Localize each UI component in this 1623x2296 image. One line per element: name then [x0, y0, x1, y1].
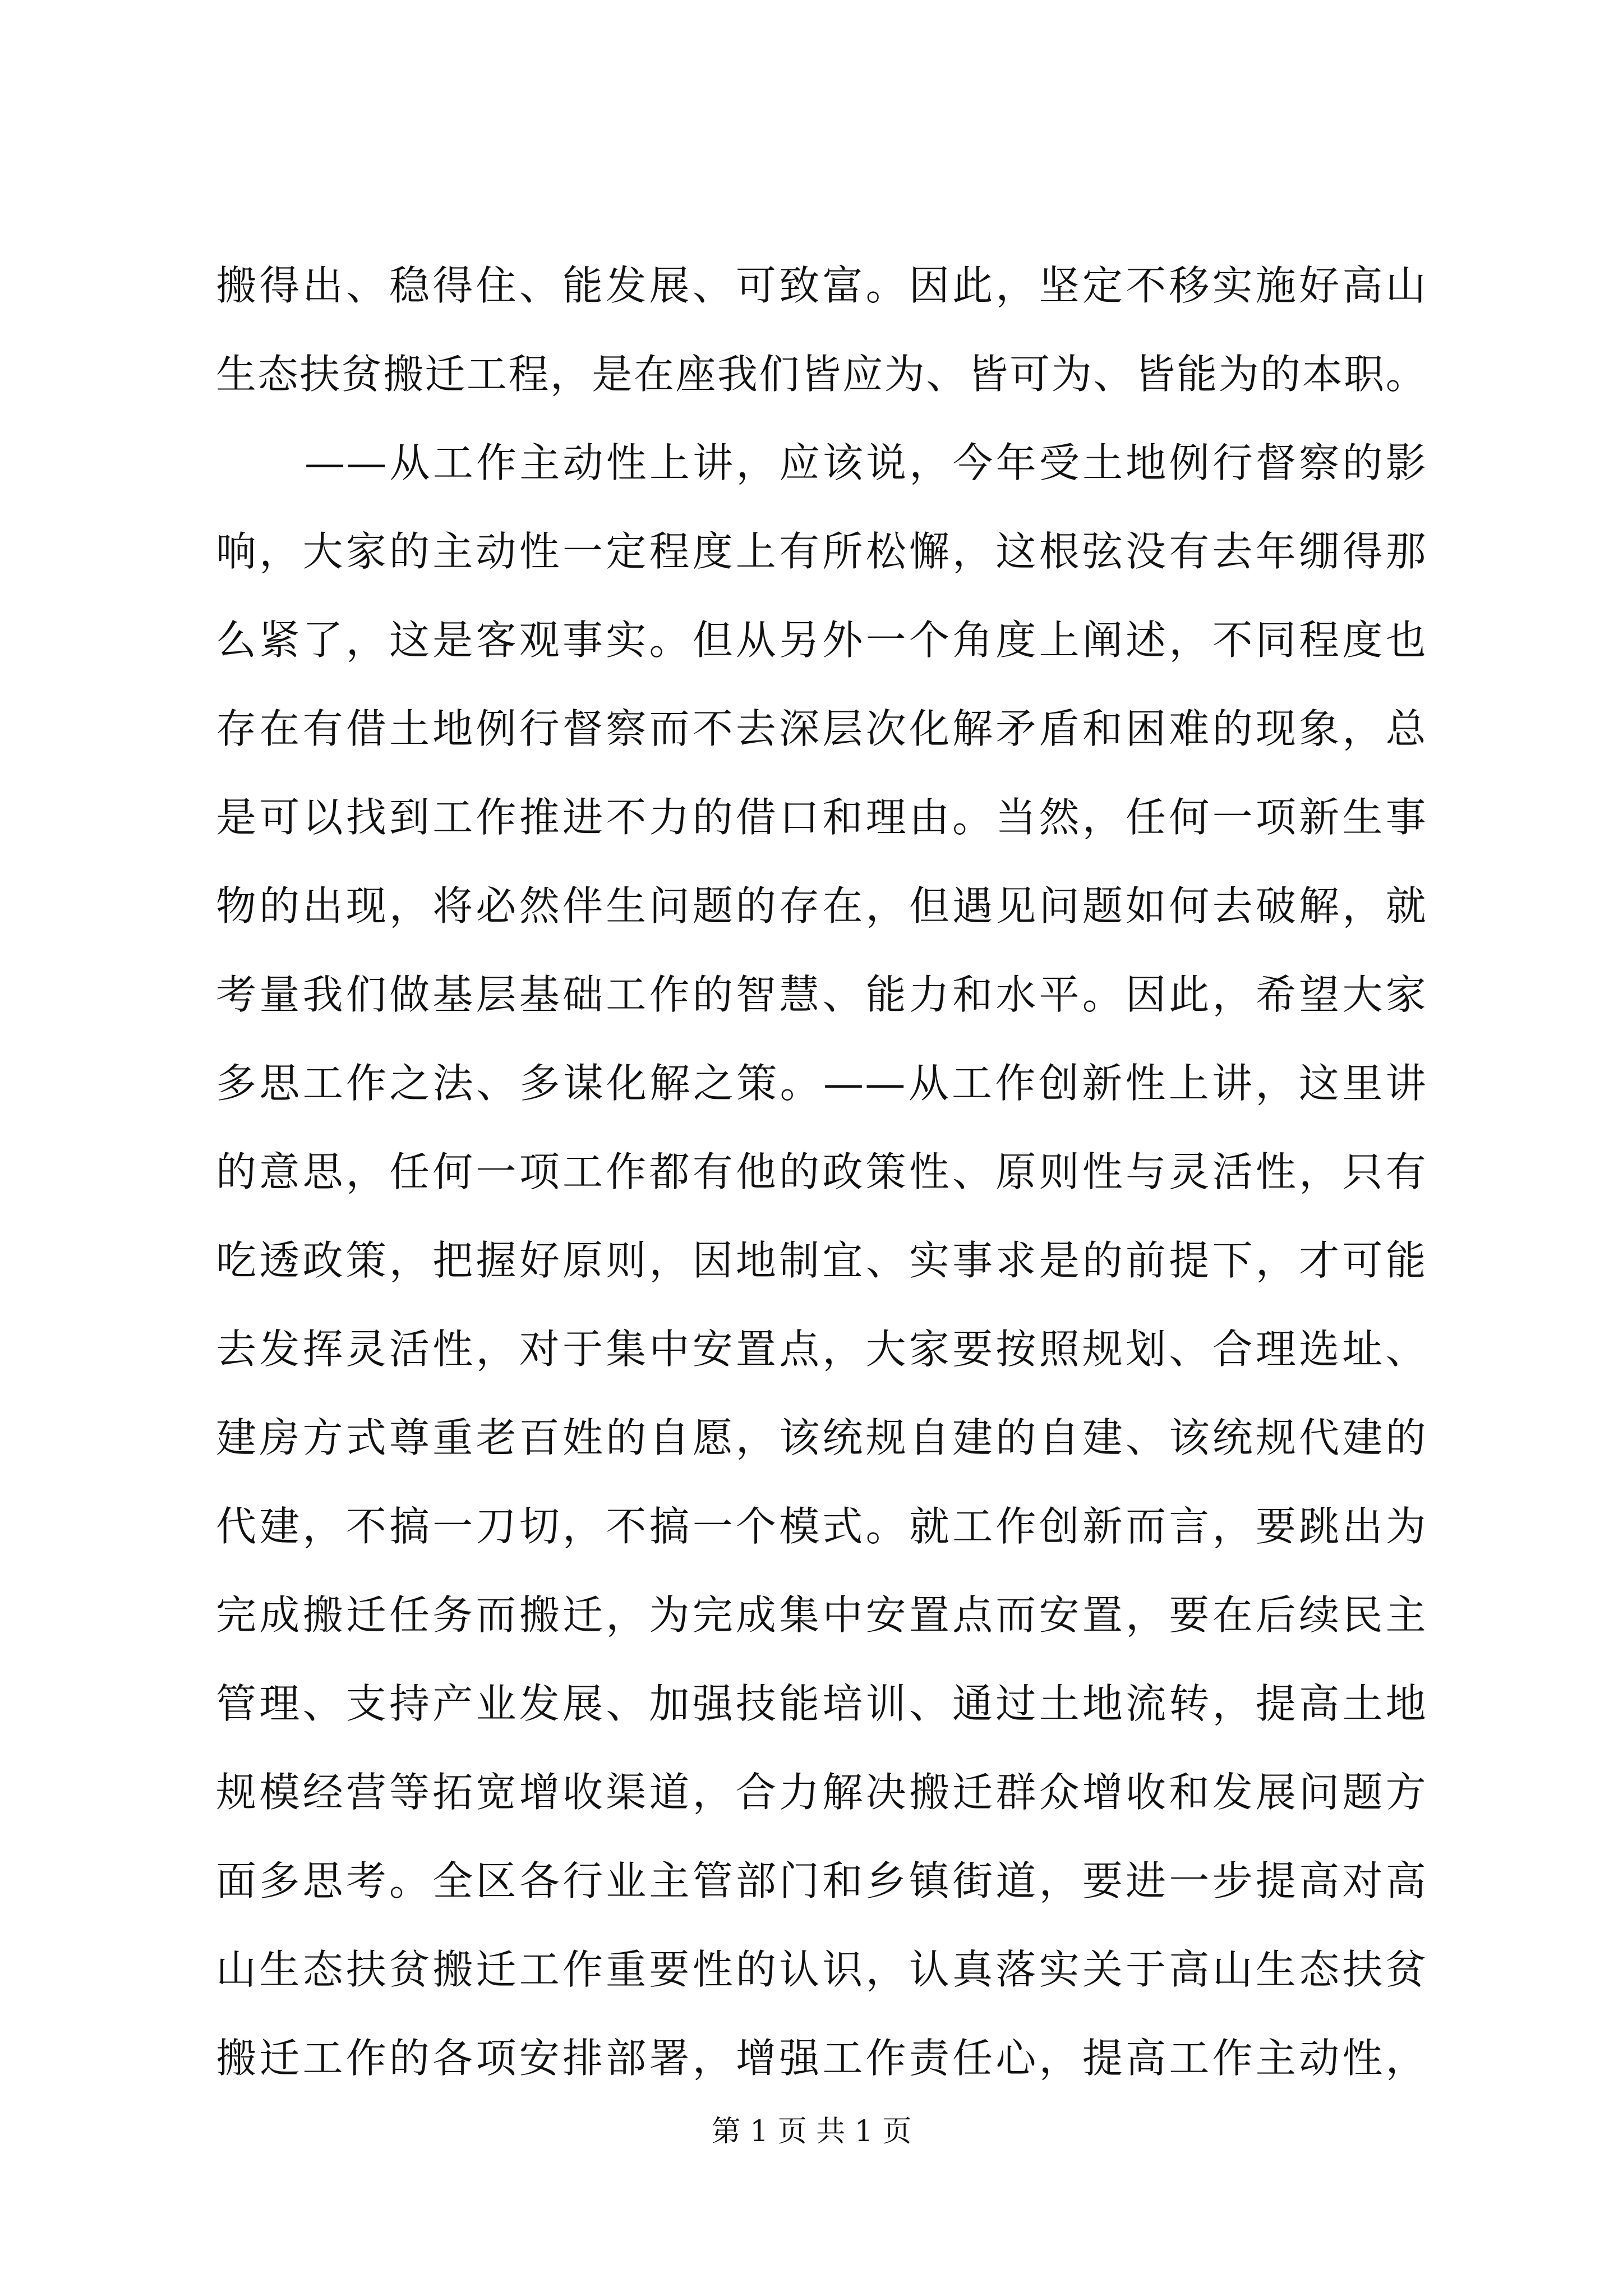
text-line: 建房方式尊重老百姓的自愿，该统规自建的自建、该统规代建的	[216, 1414, 1427, 1461]
text-line: 搬得出、稳得住、能发展、可致富。因此，坚定不移实施好高山	[216, 262, 1427, 309]
text-line: 是可以找到工作推进不力的借口和理由。当然，任何一项新生事	[216, 794, 1427, 841]
text-line: 考量我们做基层基础工作的智慧、能力和水平。因此，希望大家	[216, 971, 1427, 1018]
text-line: 搬迁工作的各项安排部署，增强工作责任心，提高工作主动性，	[216, 2035, 1427, 2082]
page-number-label: 第 1 页 共 1 页	[711, 2115, 912, 2148]
text-line: 完成搬迁任务而搬迁，为完成集中安置点而安置，要在后续民主	[216, 1591, 1427, 1639]
text-line: 管理、支持产业发展、加强技能培训、通过土地流转，提高土地	[216, 1680, 1427, 1727]
text-line: 吃透政策，把握好原则，因地制宜、实事求是的前提下，才可能	[216, 1237, 1427, 1284]
text-line: 去发挥灵活性，对于集中安置点，大家要按照规划、合理选址、	[216, 1326, 1427, 1373]
text-line: ——从工作主动性上讲，应该说，今年受土地例行督察的影	[305, 439, 1427, 486]
text-line: 代建，不搞一刀切，不搞一个模式。就工作创新而言，要跳出为	[216, 1503, 1427, 1550]
text-line: 生态扶贫搬迁工程，是在座我们皆应为、皆可为、皆能为的本职。	[216, 351, 1427, 398]
text-line: 存在有借土地例行督察而不去深层次化解矛盾和困难的现象，总	[216, 705, 1427, 752]
text-line: 山生态扶贫搬迁工作重要性的认识，认真落实关于高山生态扶贫	[216, 1946, 1427, 1993]
text-line: 规模经营等拓宽增收渠道，合力解决搬迁群众增收和发展问题方	[216, 1769, 1427, 1816]
text-line: 么紧了，这是客观事实。但从另外一个角度上阐述，不同程度也	[216, 616, 1427, 664]
text-line: 物的出现，将必然伴生问题的存在，但遇见问题如何去破解，就	[216, 882, 1427, 930]
text-line: 面多思考。全区各行业主管部门和乡镇街道，要进一步提高对高	[216, 1857, 1427, 1904]
page-footer	[0, 2109, 1623, 2154]
text-line: 响，大家的主动性一定程度上有所松懈，这根弦没有去年绷得那	[216, 528, 1427, 575]
text-line: 的意思，任何一项工作都有他的政策性、原则性与灵活性，只有	[216, 1148, 1427, 1195]
text-line: 多思工作之法、多谋化解之策。——从工作创新性上讲，这里讲	[216, 1060, 1427, 1107]
